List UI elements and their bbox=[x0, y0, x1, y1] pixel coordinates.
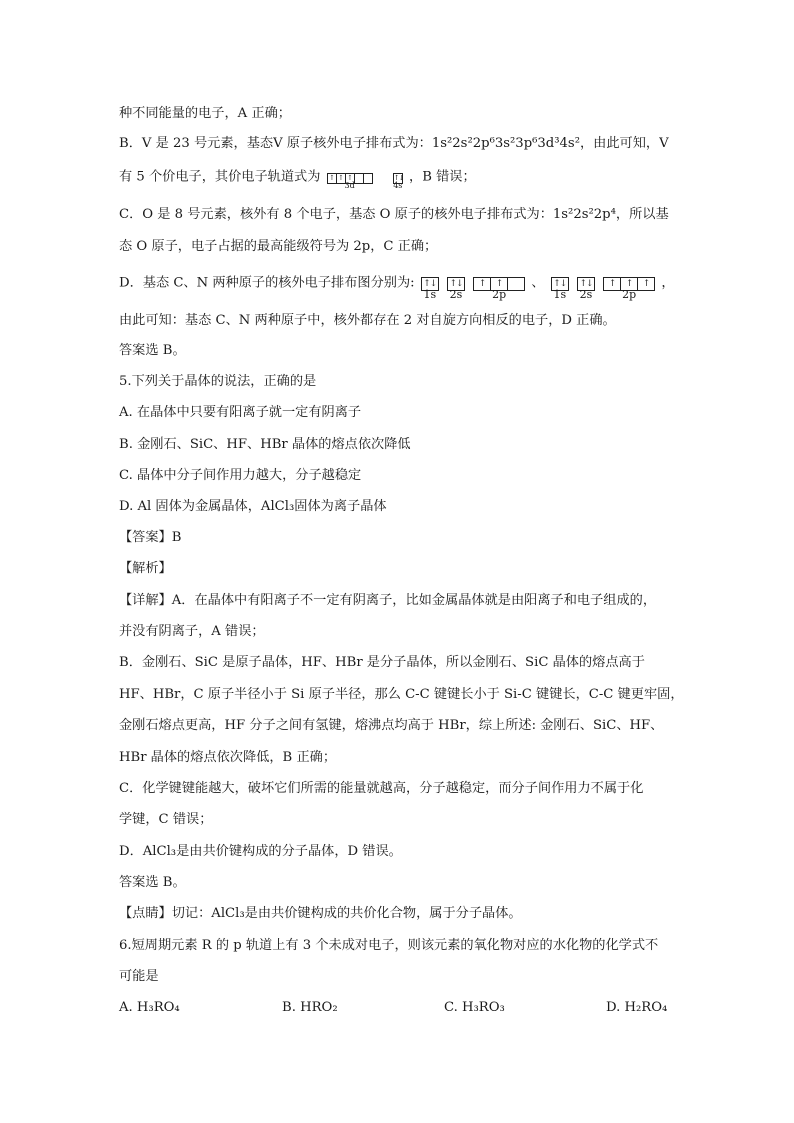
text-line: 答案选 B。 bbox=[119, 875, 186, 890]
text-span: ，B 错误； bbox=[409, 169, 476, 185]
orbital-label: 3d bbox=[344, 181, 355, 190]
orbital-label: 2s bbox=[579, 288, 593, 301]
option-c: C. H₃RO₃ bbox=[444, 1000, 505, 1015]
question-stem: 5.下列关于晶体的说法，正确的是 bbox=[119, 374, 317, 389]
text-line: 答案选 B。 bbox=[119, 343, 186, 358]
orbital-diagram-v-4s bbox=[393, 168, 404, 190]
option-c: C. 晶体中分子间作用力越大，分子越稳定 bbox=[119, 468, 362, 483]
option-d: D. Al 固体为金属晶体，AlCl₃固体为离子晶体 bbox=[119, 499, 387, 514]
tip-line: 【点睛】切记：AlCl₃是由共价键构成的共价化合物，属于分子晶体。 bbox=[119, 906, 522, 921]
orbital-label: 2p bbox=[622, 288, 637, 301]
orbital-box: ↑↓ bbox=[423, 279, 437, 289]
analysis-heading: 【解析】 bbox=[119, 561, 172, 576]
option-d: D. H₂RO₄ bbox=[606, 1000, 668, 1015]
text-line: 并没有阴离子，A 错误； bbox=[119, 624, 265, 639]
text-span: 有 5 个价电子，其价电子轨道式为 bbox=[119, 169, 321, 185]
text-line: 【详解】A．在晶体中有阳离子不一定有阴离子，比如金属晶体就是由阳离子和电子组成的， bbox=[119, 593, 657, 608]
text-line: 种不同能量的电子，A 正确； bbox=[119, 106, 291, 121]
orbital-box: ↑↓ bbox=[579, 279, 593, 289]
text-line: HBr 晶体的熔点依次降低，B 正确； bbox=[119, 750, 337, 765]
orbital-label: 4s bbox=[393, 181, 403, 190]
orbital-label: 2p bbox=[492, 288, 507, 301]
text-line: D．AlCl₃是由共价键构成的分子晶体，D 错误。 bbox=[119, 844, 402, 859]
orbital-diagram-n-2p bbox=[603, 274, 655, 301]
orbital-diagram-c-2p bbox=[473, 274, 525, 301]
orbital-box: ↑ bbox=[604, 278, 621, 290]
orbital-box: ↑↓ bbox=[393, 174, 404, 182]
orbital-diagram-v-3d bbox=[327, 168, 373, 190]
orbital-box: ↑ bbox=[337, 174, 346, 183]
text-span: ， bbox=[661, 275, 675, 291]
orbital-diagram-n-2s bbox=[577, 274, 595, 301]
orbital-diagram-c-2s bbox=[447, 274, 465, 301]
text-line: HF、HBr，C 原子半径小于 Si 原子半径，那么 C-C 键键长小于 Si-C 键键长，C-C 键更牢固， bbox=[119, 687, 684, 702]
text-line: 由此可知：基态 C、N 两种原子中，核外都存在 2 对自旋方向相反的电子，D 正确。 bbox=[119, 313, 616, 328]
orbital-box: ↑↓ bbox=[449, 279, 463, 289]
text-line bbox=[119, 274, 694, 301]
option-b: B. 金刚石、SiC、HF、HBr 晶体的熔点依次降低 bbox=[119, 437, 411, 452]
option-b: B. HRO₂ bbox=[282, 1000, 338, 1015]
orbital-box: ↑ bbox=[491, 278, 508, 290]
orbital-label: 2s bbox=[449, 288, 463, 301]
option-a: A. H₃RO₄ bbox=[119, 1000, 180, 1015]
text-span: 、 bbox=[531, 275, 545, 291]
orbital-box: ↑ bbox=[621, 278, 638, 290]
orbital-label: 1s bbox=[553, 288, 567, 301]
text-line: 金刚石熔点更高，HF 分子之间有氢键，熔沸点均高于 HBr，综上所述: 金刚石、SiC、HF、 bbox=[119, 718, 664, 733]
answer-line: 【答案】B bbox=[119, 530, 182, 545]
text-line: B．V 是 23 号元素，基态V 原子核外电子排布式为：1s²2s²2p⁶3s²3p⁶3d³4s²，由此可知，V bbox=[119, 136, 669, 151]
question-stem: 6.短周期元素 R 的 p 轨道上有 3 个未成对电子，则该元素的氧化物对应的水化物的化学式不 bbox=[119, 938, 659, 953]
text-line: C．O 是 8 号元素，核外有 8 个电子，基态 O 原子的核外电子排布式为：1s²2s²2p⁴，所以基 bbox=[119, 207, 669, 222]
text-line: 可能是 bbox=[119, 969, 159, 984]
orbital-diagram-c-1s bbox=[421, 274, 439, 301]
text-line: B．金刚石、SiC 是原子晶体，HF、HBr 是分子晶体，所以金刚石、SiC 晶体的熔点高于 bbox=[119, 655, 645, 670]
text-span: D．基态 C、N 两种原子的核外电子排布图分别为: bbox=[119, 275, 415, 291]
orbital-box: ↑ bbox=[474, 278, 491, 290]
text-line: 学键，C 错误； bbox=[119, 812, 213, 827]
text-line: C．化学键键能越大，破坏它们所需的能量就越高，分子越稳定，而分子间作用力不属于化 bbox=[119, 781, 644, 796]
orbital-box: ↑ bbox=[346, 174, 355, 183]
orbital-box: ↑ bbox=[642, 279, 650, 289]
option-a: A. 在晶体中只要有阳离子就一定有阴离子 bbox=[119, 405, 362, 420]
text-line: 态 O 原子，电子占据的最高能级符号为 2p，C 正确； bbox=[119, 239, 438, 254]
orbital-diagram-n-1s bbox=[551, 274, 569, 301]
orbital-box: ↑ bbox=[328, 174, 337, 183]
orbital-box: ↑↓ bbox=[553, 279, 567, 289]
text-line bbox=[119, 168, 694, 190]
orbital-label: 1s bbox=[423, 288, 437, 301]
